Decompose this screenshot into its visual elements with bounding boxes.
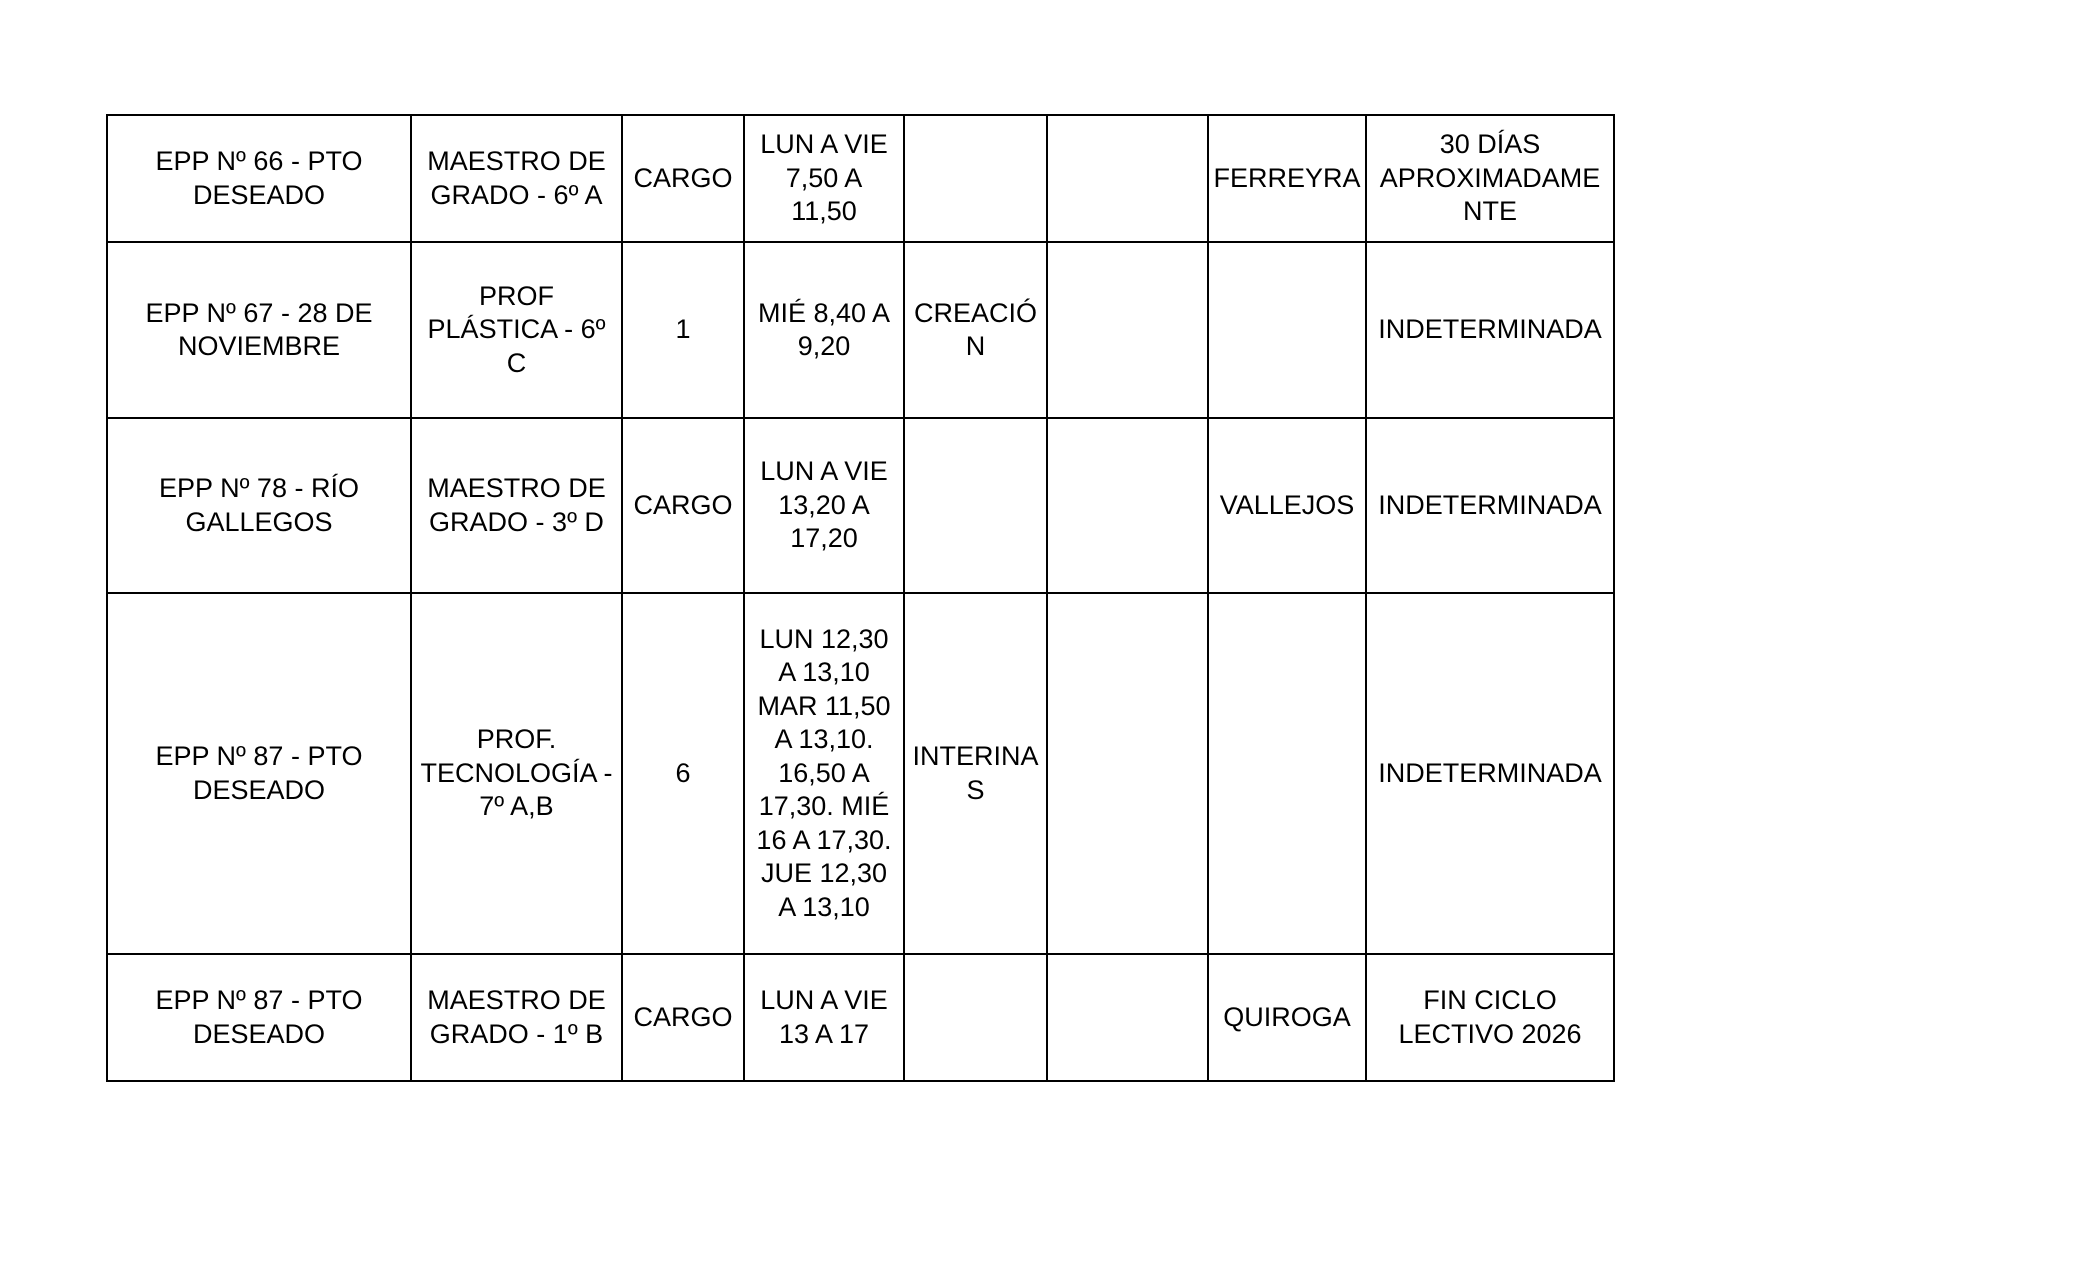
reason-cell (904, 954, 1047, 1081)
empty-cell (1047, 593, 1208, 954)
teacher-cell: QUIROGA (1208, 954, 1366, 1081)
duration-cell: FIN CICLO LECTIVO 2026 (1366, 954, 1614, 1081)
schedule-cell: MIÉ 8,40 A 9,20 (744, 242, 904, 418)
duration-cell: INDETERMINADA (1366, 242, 1614, 418)
reason-cell: INTERINA S (904, 593, 1047, 954)
schedule-cell: LUN A VIE 7,50 A 11,50 (744, 115, 904, 242)
teacher-cell: FERREYRA (1208, 115, 1366, 242)
teacher-cell: VALLEJOS (1208, 418, 1366, 593)
schedule-cell: LUN A VIE 13,20 A 17,20 (744, 418, 904, 593)
vacancies-table (106, 114, 1615, 1082)
table-row (107, 115, 1614, 242)
position-cell: PROF. TECNOLOGÍA - 7º A,B (411, 593, 622, 954)
duration-cell: INDETERMINADA (1366, 418, 1614, 593)
position-cell: MAESTRO DE GRADO - 6º A (411, 115, 622, 242)
position-cell: PROF PLÁSTICA - 6º C (411, 242, 622, 418)
teacher-cell (1208, 242, 1366, 418)
reason-cell (904, 418, 1047, 593)
school-cell: EPP Nº 87 - PTO DESEADO (107, 954, 411, 1081)
position-cell: MAESTRO DE GRADO - 1º B (411, 954, 622, 1081)
teacher-cell (1208, 593, 1366, 954)
reason-cell (904, 115, 1047, 242)
empty-cell (1047, 418, 1208, 593)
table-row (107, 418, 1614, 593)
school-cell: EPP Nº 78 - RÍO GALLEGOS (107, 418, 411, 593)
schedule-cell: LUN A VIE 13 A 17 (744, 954, 904, 1081)
hours-cell: CARGO (622, 954, 744, 1081)
schedule-cell: LUN 12,30 A 13,10 MAR 11,50 A 13,10. 16,50 A 17,30. MIÉ 16 A 17,30. JUE 12,30 A 13,10 (744, 593, 904, 954)
school-cell: EPP Nº 67 - 28 DE NOVIEMBRE (107, 242, 411, 418)
school-cell: EPP Nº 66 - PTO DESEADO (107, 115, 411, 242)
position-cell: MAESTRO DE GRADO - 3º D (411, 418, 622, 593)
table-row (107, 954, 1614, 1081)
hours-cell: 6 (622, 593, 744, 954)
duration-cell: INDETERMINADA (1366, 593, 1614, 954)
empty-cell (1047, 954, 1208, 1081)
hours-cell: CARGO (622, 115, 744, 242)
duration-cell: 30 DÍAS APROXIMADAME NTE (1366, 115, 1614, 242)
table-row (107, 242, 1614, 418)
hours-cell: CARGO (622, 418, 744, 593)
reason-cell: CREACIÓ N (904, 242, 1047, 418)
empty-cell (1047, 242, 1208, 418)
table-row (107, 593, 1614, 954)
empty-cell (1047, 115, 1208, 242)
hours-cell: 1 (622, 242, 744, 418)
school-cell: EPP Nº 87 - PTO DESEADO (107, 593, 411, 954)
